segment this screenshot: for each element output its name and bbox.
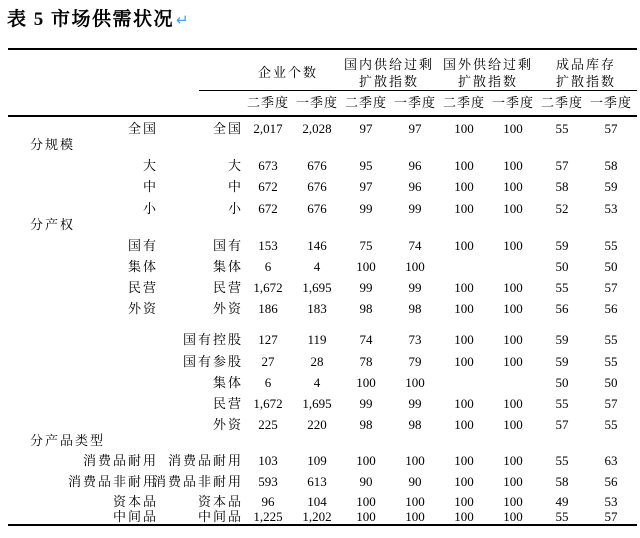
subcolumn-header: 二季度 xyxy=(344,95,387,110)
row-label-inner: 全国 xyxy=(212,121,243,136)
table-cell: 100 xyxy=(454,332,474,347)
column-group-header-line: 国内供给过剩 xyxy=(343,57,434,72)
table-cell: 55 xyxy=(604,332,618,347)
row-label-inner: 集体 xyxy=(212,375,243,390)
table-cell: 4 xyxy=(313,375,321,390)
table-cell: 98 xyxy=(408,301,422,316)
table-cell: 99 xyxy=(359,280,373,295)
table-cell: 90 xyxy=(408,474,422,489)
table-cell: 99 xyxy=(359,201,373,216)
table-cell: 100 xyxy=(503,474,523,489)
table-cell: 676 xyxy=(307,158,327,173)
table-cell: 53 xyxy=(604,494,618,509)
table-cell: 96 xyxy=(408,179,422,194)
table-cell: 52 xyxy=(555,201,569,216)
table-cell: 73 xyxy=(408,332,422,347)
table-cell: 1,695 xyxy=(302,396,332,411)
table-cell: 79 xyxy=(408,354,422,369)
table-cell: 78 xyxy=(359,354,373,369)
table-cell: 672 xyxy=(258,201,278,216)
row-label-outer: 集体 xyxy=(127,259,158,274)
row-label-inner: 民营 xyxy=(212,396,243,411)
table-cell: 53 xyxy=(604,201,618,216)
table-cell: 673 xyxy=(258,158,278,173)
table-cell: 676 xyxy=(307,201,327,216)
table-cell: 74 xyxy=(408,238,422,253)
table-cell: 100 xyxy=(454,238,474,253)
table-cell: 100 xyxy=(503,158,523,173)
row-label-inner: 外资 xyxy=(212,417,243,432)
table-cell: 99 xyxy=(408,280,422,295)
table-cell: 1,202 xyxy=(302,509,332,524)
table-cell: 100 xyxy=(405,509,425,524)
table-cell: 59 xyxy=(604,179,618,194)
table-cell: 100 xyxy=(454,201,474,216)
table-cell: 75 xyxy=(359,238,373,253)
table-cell: 96 xyxy=(261,494,275,509)
table-cell: 100 xyxy=(503,238,523,253)
row-label-outer: 外资 xyxy=(127,301,158,316)
table-cell: 59 xyxy=(555,354,569,369)
table-cell: 57 xyxy=(604,280,618,295)
table-cell: 59 xyxy=(555,332,569,347)
table-rule-under-group-headers xyxy=(199,90,637,91)
row-label-outer: 大 xyxy=(142,158,158,173)
row-label-inner: 小 xyxy=(227,201,243,216)
row-label-inner: 国有控股 xyxy=(182,332,243,347)
row-label-inner: 中间品 xyxy=(197,509,243,524)
table-cell: 63 xyxy=(604,453,618,468)
table-cell: 100 xyxy=(503,280,523,295)
row-label-inner: 国有参股 xyxy=(182,354,243,369)
table-cell: 109 xyxy=(307,453,327,468)
table-cell: 100 xyxy=(503,417,523,432)
table-cell: 56 xyxy=(604,301,618,316)
table-cell: 220 xyxy=(307,417,327,432)
table-cell: 100 xyxy=(454,509,474,524)
table-cell: 98 xyxy=(359,301,373,316)
row-label-inner: 大 xyxy=(227,158,243,173)
subcolumn-header: 一季度 xyxy=(295,95,338,110)
table-cell: 100 xyxy=(454,121,474,136)
table-cell: 59 xyxy=(555,238,569,253)
row-label-outer: 中间品 xyxy=(112,509,158,524)
table-cell: 1,672 xyxy=(253,396,283,411)
table-cell: 55 xyxy=(555,280,569,295)
row-label-outer: 消费品耐用 xyxy=(82,453,158,468)
column-group-header-line: 成品库存 xyxy=(555,57,616,72)
row-label-outer: 资本品 xyxy=(112,494,158,509)
subcolumn-header: 二季度 xyxy=(246,95,289,110)
table-cell: 146 xyxy=(307,238,327,253)
table-cell: 100 xyxy=(356,494,376,509)
table-cell: 100 xyxy=(356,259,376,274)
table-cell: 593 xyxy=(258,474,278,489)
table-cell: 127 xyxy=(258,332,278,347)
subcolumn-header: 一季度 xyxy=(491,95,534,110)
table-cell: 97 xyxy=(408,121,422,136)
table-cell: 50 xyxy=(604,375,618,390)
table-cell: 1,672 xyxy=(253,280,283,295)
row-label-outer: 国有 xyxy=(127,238,158,253)
table-cell: 55 xyxy=(604,417,618,432)
table-cell: 100 xyxy=(503,453,523,468)
table-cell: 74 xyxy=(359,332,373,347)
table-cell: 55 xyxy=(604,238,618,253)
table-cell: 57 xyxy=(604,509,618,524)
table-cell: 100 xyxy=(454,474,474,489)
table-cell: 100 xyxy=(454,417,474,432)
table-cell: 50 xyxy=(604,259,618,274)
table-cell: 100 xyxy=(454,494,474,509)
row-label-inner: 民营 xyxy=(212,280,243,295)
column-group-header-line: 企业个数 xyxy=(257,65,318,80)
table-cell: 119 xyxy=(307,332,327,347)
table-cell: 100 xyxy=(454,179,474,194)
row-label-inner: 集体 xyxy=(212,259,243,274)
table-cell: 100 xyxy=(503,332,523,347)
table-cell: 6 xyxy=(264,375,272,390)
table-cell: 56 xyxy=(604,474,618,489)
table-cell: 100 xyxy=(503,301,523,316)
row-label-outer: 民营 xyxy=(127,280,158,295)
table-cell: 104 xyxy=(307,494,327,509)
table-cell: 99 xyxy=(408,201,422,216)
table-cell: 100 xyxy=(503,201,523,216)
row-label-inner: 国有 xyxy=(212,238,243,253)
row-label-inner: 消费品耐用 xyxy=(167,453,243,468)
table-cell: 98 xyxy=(359,417,373,432)
column-group-header xyxy=(511,56,640,90)
row-label-outer: 全国 xyxy=(127,121,158,136)
table-cell: 1,225 xyxy=(253,509,283,524)
table-cell: 98 xyxy=(408,417,422,432)
table-cell: 50 xyxy=(555,375,569,390)
table-title xyxy=(7,4,189,31)
section-header: 分产权 xyxy=(30,217,76,232)
table-cell: 58 xyxy=(604,158,618,173)
subcolumn-header: 一季度 xyxy=(589,95,632,110)
subcolumn-header: 一季度 xyxy=(393,95,436,110)
table-cell: 100 xyxy=(405,375,425,390)
row-label-inner: 消费品非耐用 xyxy=(152,474,243,489)
table-title-text: 表 5 市场供需状况 xyxy=(7,9,175,30)
table-cell: 4 xyxy=(313,259,321,274)
table-cell: 100 xyxy=(405,453,425,468)
table-cell: 100 xyxy=(405,494,425,509)
table-cell: 676 xyxy=(307,179,327,194)
section-header: 分产品类型 xyxy=(30,433,106,448)
table-cell: 50 xyxy=(555,259,569,274)
table-cell: 100 xyxy=(405,259,425,274)
table-cell: 90 xyxy=(359,474,373,489)
table-cell: 100 xyxy=(503,354,523,369)
table-cell: 100 xyxy=(503,396,523,411)
row-label-inner: 资本品 xyxy=(197,494,243,509)
column-group-header-line: 扩散指数 xyxy=(457,74,518,89)
table-cell: 2,028 xyxy=(302,121,332,136)
table-cell: 186 xyxy=(258,301,278,316)
table-cell: 99 xyxy=(359,396,373,411)
table-cell: 100 xyxy=(454,453,474,468)
table-cell: 100 xyxy=(454,396,474,411)
table-cell: 225 xyxy=(258,417,278,432)
table-cell: 27 xyxy=(261,354,275,369)
table-cell: 100 xyxy=(503,494,523,509)
subcolumn-header: 二季度 xyxy=(442,95,485,110)
table-cell: 58 xyxy=(555,474,569,489)
table-cell: 100 xyxy=(454,280,474,295)
table-cell: 95 xyxy=(359,158,373,173)
table-rule-top xyxy=(8,48,637,50)
table-cell: 100 xyxy=(356,509,376,524)
table-cell: 97 xyxy=(359,179,373,194)
subcolumn-header: 二季度 xyxy=(540,95,583,110)
section-header: 分规模 xyxy=(30,137,76,152)
table-cell: 100 xyxy=(356,375,376,390)
table-cell: 57 xyxy=(555,158,569,173)
table-cell: 153 xyxy=(258,238,278,253)
row-label-inner: 外资 xyxy=(212,301,243,316)
table-cell: 96 xyxy=(408,158,422,173)
table-cell: 1,695 xyxy=(302,280,332,295)
column-group-header-line: 扩散指数 xyxy=(555,74,616,89)
table-cell: 103 xyxy=(258,453,278,468)
table-cell: 56 xyxy=(555,301,569,316)
table-cell: 97 xyxy=(359,121,373,136)
table-cell: 55 xyxy=(555,396,569,411)
table-cell: 57 xyxy=(604,121,618,136)
table-cell: 55 xyxy=(555,121,569,136)
table-cell: 100 xyxy=(503,121,523,136)
table-cell: 613 xyxy=(307,474,327,489)
row-label-outer: 小 xyxy=(142,201,158,216)
table-cell: 100 xyxy=(454,301,474,316)
table-cell: 183 xyxy=(307,301,327,316)
table-cell: 55 xyxy=(604,354,618,369)
line-break-mark-icon: ↵ xyxy=(176,11,189,29)
column-group-header-line: 扩散指数 xyxy=(358,74,419,89)
table-cell: 57 xyxy=(604,396,618,411)
table-cell: 55 xyxy=(555,453,569,468)
table-cell: 100 xyxy=(454,158,474,173)
table-cell: 58 xyxy=(555,179,569,194)
table-cell: 100 xyxy=(454,354,474,369)
column-group-header-line: 国外供给过剩 xyxy=(442,57,533,72)
table-cell: 672 xyxy=(258,179,278,194)
table-cell: 99 xyxy=(408,396,422,411)
table-cell: 100 xyxy=(356,453,376,468)
row-label-outer: 消费品非耐用 xyxy=(67,474,158,489)
table-cell: 55 xyxy=(555,509,569,524)
table-cell: 57 xyxy=(555,417,569,432)
table-cell: 49 xyxy=(555,494,569,509)
table-cell: 2,017 xyxy=(253,121,283,136)
row-label-inner: 中 xyxy=(227,179,243,194)
table-cell: 28 xyxy=(310,354,324,369)
table-cell: 100 xyxy=(503,509,523,524)
row-label-outer: 中 xyxy=(142,179,158,194)
table-cell: 100 xyxy=(503,179,523,194)
table-rule-under-subheaders xyxy=(8,115,637,117)
table-cell: 6 xyxy=(264,259,272,274)
